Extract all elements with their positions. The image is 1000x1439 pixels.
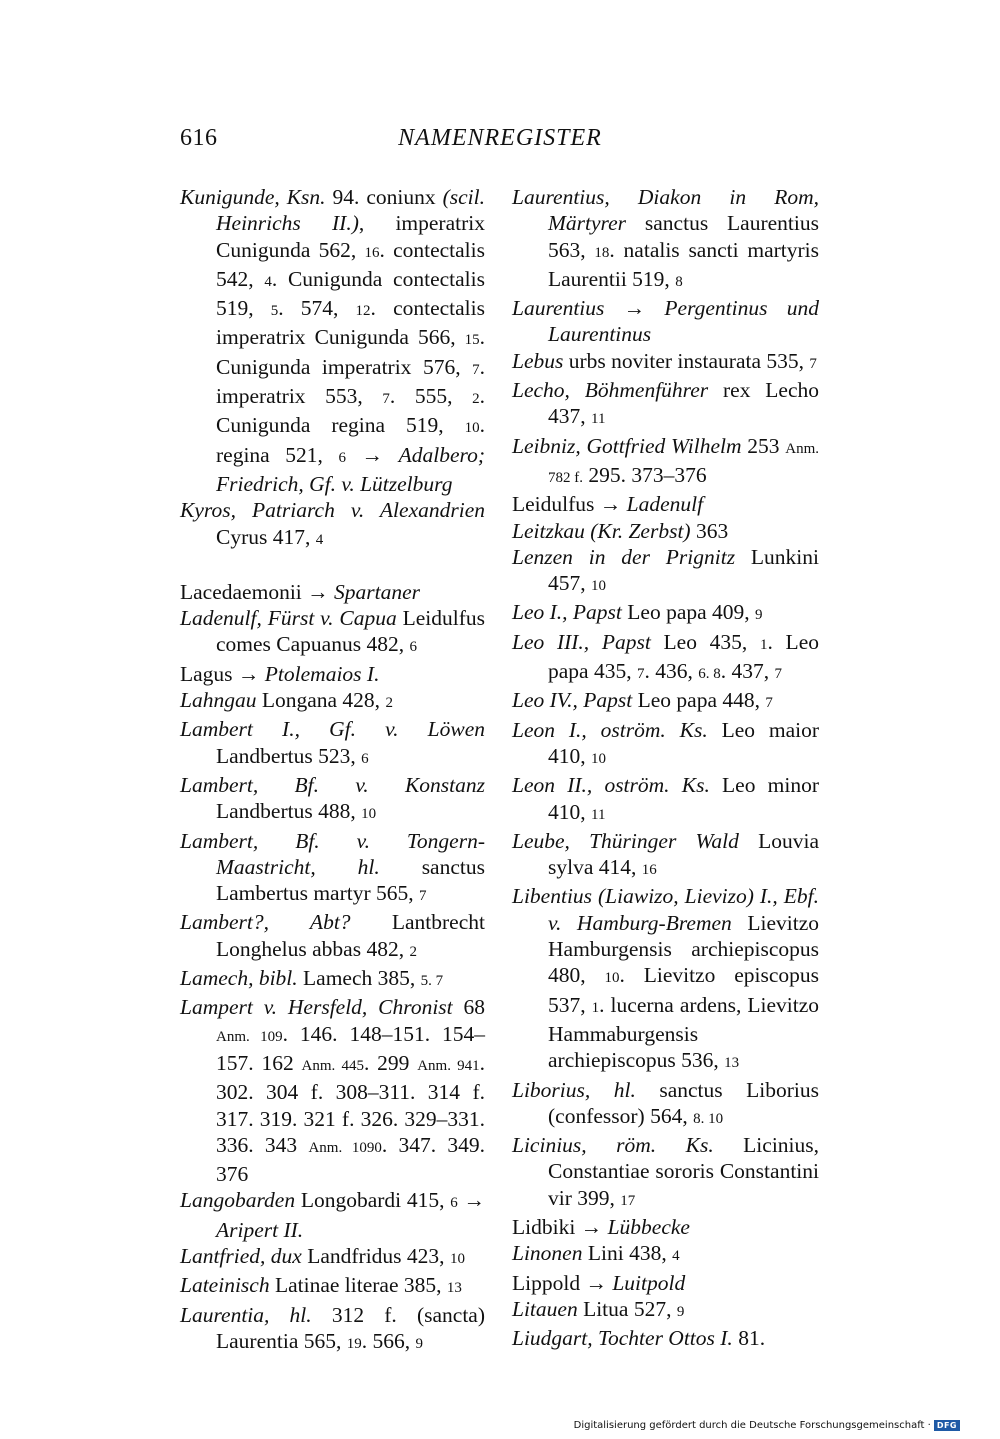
index-entry: Leo III., Papst Leo 435, 1. Leo papa 435, 7. 436, 6. 8. 437, 7 <box>512 629 819 684</box>
running-head: NAMENREGISTER <box>398 125 602 151</box>
index-entry: Kyros, Patriarch v. Alexandrien Cyrus 417, 4 <box>180 498 485 549</box>
footer-credit-text: Digitalisierung gefördert durch die Deutsche Forschungsgemeinschaft · <box>573 1420 931 1431</box>
index-entry: Lamech, bibl. Lamech 385, 5. 7 <box>180 966 444 991</box>
index-entry: Lateinisch Latinae literae 385, 13 <box>180 1273 462 1298</box>
index-entry: Lambert?, Abt? Lantbrecht Longhelus abbas 482, 2 <box>180 910 485 961</box>
index-entry: Litauen Litua 527, 9 <box>512 1296 685 1321</box>
index-entry: Leon I., oström. Ks. Leo maior 410, 10 <box>512 717 820 768</box>
index-entry: Laurentius, Diakon in Rom, Märtyrer sanctus Laurentius 563, 18. natalis sancti martyris Laurentii 519, 8 <box>512 185 820 291</box>
index-entry: Leo I., Papst Leo papa 409, 9 <box>512 600 763 625</box>
index-entry: Liborius, hl. sanctus Liborius (confessor) 564, 8. 10 <box>512 1077 819 1128</box>
index-entry: Leidulfus → Ladenulf <box>512 492 704 517</box>
index-entry: Lebus urbs noviter instaurata 535, 7 <box>512 348 817 373</box>
index-entry: Lagus → Ptolemaios I. <box>180 661 380 686</box>
index-entry: Langobarden Longobardi 415, 6 → Aripert II. <box>180 1188 486 1242</box>
page-number: 616 <box>180 125 218 151</box>
index-entry: Leibniz, Gottfried Wilhelm 253 Anm. 782 f. 295. 373–376 <box>512 433 820 487</box>
footer-credit <box>574 1420 960 1431</box>
index-entry: Lahngau Longana 428, 2 <box>180 688 393 713</box>
index-entry: Lampert v. Hersfeld, Chronist 68 Anm. 109. 146. 148–151. 154–157. 162 Anm. 445. 299 Anm. 941. 302. 304 f. 308–311. 314 f. 317. 319. 321 f. 326. 329–331. 336. 343 Anm. 1090. 347. 349. 376 <box>180 995 486 1187</box>
index-entry: Lantfried, dux Landfridus 423, 10 <box>180 1243 465 1268</box>
index-entry: Kunigunde, Ksn. 94. coniunx (scil. Heinrichs II.), imperatrix Cunigunda 562, 16. contectalis 542, 4. Cunigunda contectalis 519, 5. 574, 12. contectalis imperatrix Cunigunda 566, 15. Cunigunda imperatrix 576, 7. imperatrix 553, 7. 555, 2. Cunigunda regina 519, 10. regina 521, 6 → Adalbero; Friedrich, Gf. v. Lützelburg <box>180 185 486 496</box>
index-entry: Laurentius → Pergentinus und Laurentinus <box>512 296 819 347</box>
index-entry: Ladenulf, Fürst v. Capua Leidulfus comes Capuanus 482, 6 <box>180 606 485 657</box>
index-entry: Libentius (Liawizo, Lievizo) I., Ebf. v. Hamburg-Bremen Lievitzo Hamburgensis archiepiscopus 480, 10. Lievitzo episcopus 537, 1. lucerna ardens, Lievitzo Hammaburgensis archiepiscopus 536, 13 <box>512 884 820 1073</box>
index-column-left <box>180 184 485 1357</box>
dfg-logo: DFG <box>934 1420 960 1431</box>
index-entry: Liudgart, Tochter Ottos I. 81. <box>512 1326 766 1351</box>
index-entry: Lambert I., Gf. v. Löwen Landbertus 523, 6 <box>180 717 485 768</box>
index-entry: Lidbiki → Lübbecke <box>512 1214 690 1239</box>
section-gap <box>180 553 485 579</box>
index-entry: Lippold → Luitpold <box>512 1270 686 1295</box>
index-entry: Lambert, Bf. v. Tongern-Maastricht, hl. sanctus Lambertus martyr 565, 7 <box>180 828 485 906</box>
index-entry: Lacedaemonii → Spartaner <box>180 579 421 604</box>
index-entry: Leo IV., Papst Leo papa 448, 7 <box>512 688 773 713</box>
index-entry: Licinius, röm. Ks. Licinius, Constantiae sororis Constantini vir 399, 17 <box>512 1133 820 1210</box>
index-entry: Lecho, Böhmenführer rex Lecho 437, 11 <box>512 378 819 429</box>
index-entry: Leitzkau (Kr. Zerbst) 363 <box>512 518 729 543</box>
index-entry: Lambert, Bf. v. Konstanz Landbertus 488, 10 <box>180 772 485 824</box>
index-column-right <box>512 184 819 1351</box>
index-entry: Lenzen in der Prignitz Lunkini 457, 10 <box>512 544 819 596</box>
index-entry: Laurentia, hl. 312 f. (sancta) Laurentia 565, 19. 566, 9 <box>180 1302 485 1353</box>
index-entry: Leube, Thüringer Wald Louvia sylva 414, 16 <box>512 828 819 880</box>
index-entry: Leon II., oström. Ks. Leo minor 410, 11 <box>512 773 819 824</box>
index-entry: Linonen Lini 438, 4 <box>512 1241 680 1266</box>
